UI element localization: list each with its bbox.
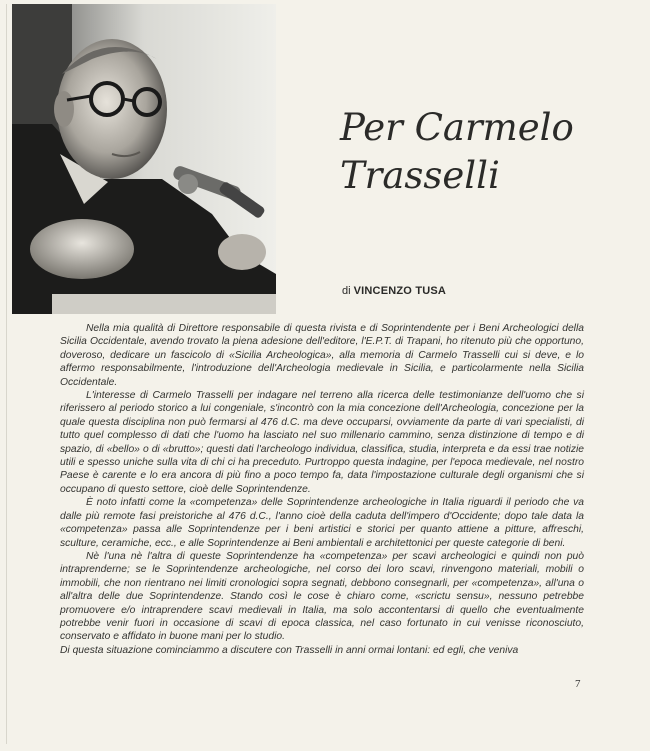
page-number: 7 bbox=[575, 678, 581, 690]
portrait-photo bbox=[12, 4, 276, 314]
paragraph-4: Nè l'una nè l'altra di queste Soprintendenze ha «competenza» per scavi archeologici e quindi non può intraprenderne; se le Soprintendenze archeologiche, nel corso dei loro scavi, rinvengono materiali, mobili o immobili, che non rientrano nei limiti cronologici sopra segnati, debbono consegnarli, per «competenza», all'una o all'altra delle due Soprintendenze. Stando così le cose è chiaro come, «scrictu sensu», nessuno petrebbe promuovere e/o intraprendere scavi medievali in Italia, ma solo accontentarsi di quello che eventualmente potrebbe venir fuori in occasione di scavi di epoca classica, nel caso fortunato in cui venisse riconosciuto, conservato e affidato in buone mani per lo studio. bbox=[60, 550, 584, 643]
paragraph-1: Nella mia qualità di Direttore responsabile di questa rivista e di Soprintendente per i Beni Archeologici della Sicilia Occidentale, avendo trovato la piena adesione dell'editore, l'E.P.T. di Trapani, ho ritenuto più che opportuno, doveroso, dedicare un fascicolo di «Sicilia Archeologica», alla memoria di Carmelo Trasselli cui si deve, e lo affermo responsabilmente, l'introduzione dell'Archeologia medievale in Sicilia, e particolarmente nella Sicilia Occidentale. bbox=[60, 323, 584, 388]
paragraph-3: È noto infatti come la «competenza» delle Soprintendenze archeologiche in Italia riguardi il periodo che va dalle più remote fasi preistoriche al 476 d.C., l'anno cioè della caduta dell'impero d'Occidente; dopo tale data la «competenza» passa alle Soprintendenze per i beni artistici e storici per quanto attiene a pitture, affreschi, sculture, ceramiche, ecc., e alle Soprintendenze ai Beni ambientali e architettonici per queste categorie di beni. bbox=[60, 497, 584, 549]
paragraph-5: Di questa situazione cominciammo a discutere con Trasselli in anni ormai lontani: ed egli, che veniva bbox=[60, 644, 519, 656]
author-name: VINCENZO TUSA bbox=[353, 285, 447, 297]
byline-prefix: di bbox=[342, 285, 351, 297]
article-title: Per Carmelo Trasselli bbox=[340, 106, 574, 197]
page-edge bbox=[6, 4, 7, 744]
byline bbox=[342, 285, 446, 297]
article-body bbox=[60, 322, 584, 657]
paragraph-2: L'interesse di Carmelo Trasselli per indagare nel terreno alla ricerca delle testimonianze dell'uomo che si riferissero al periodo storico a lui congeniale, s'incontrò con la mia concezione dell'Archeologia, concezione per la quale questa disciplina non può fermarsi al 476 d.C. ma deve occuparsi, ovviamente da parte di vari specialisti, di tutto quel complesso di dati che l'uomo ha lasciato nel suo millenario cammino, senza distinzione di tempo e di spazio, di «bello» o di «brutto»; questi dati l'archeologo individua, classifica, studia, interpreta e da essi trae notizie utili e spesso uniche sulla vita di chi ci ha preceduto. Purtroppo questa indagine, per l'epoca medievale, nel nostro Paese è carente e lo era ancora di più fino a poco tempo fa, data l'impostazione culturale degli organismi che si occupano di questo settore, cioè delle Soprintendenze. bbox=[60, 390, 584, 495]
